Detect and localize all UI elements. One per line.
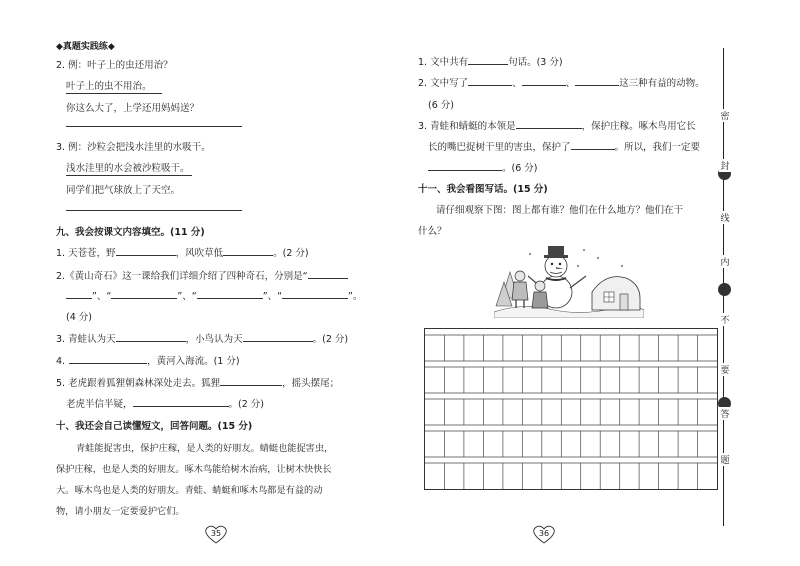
q2-answer-line[interactable]	[66, 126, 242, 127]
practice-header: ◆真题实践练◆	[56, 42, 115, 52]
s9-item2-blank-1b[interactable]	[66, 288, 92, 299]
s9-item2-quote-1: ”、“	[92, 291, 112, 302]
s9-item3-text-c: 。(2 分)	[312, 334, 349, 345]
seal-char-7: 答	[719, 407, 731, 420]
s9-item-5	[56, 375, 339, 389]
s9-item2-score: (4 分)	[66, 312, 92, 323]
s9-item-2	[56, 268, 348, 282]
s9-item2-end: ”。	[348, 291, 363, 302]
seal-char-2: 封	[719, 159, 731, 172]
seal-char-5: 不	[719, 313, 731, 326]
s9-item5-blank-2[interactable]	[133, 396, 229, 407]
s9-item5-text-c: 老虎半信半疑，	[66, 399, 133, 410]
s9-item1-text-b: ，风吹草低	[175, 248, 224, 259]
r-q2-sep-2: 、	[565, 78, 576, 89]
r-q1-text-b: 句话。(3 分)	[508, 57, 563, 68]
r-q2-blank-2[interactable]	[522, 75, 566, 86]
page-number-right	[530, 523, 558, 545]
s9-item2-blank-4[interactable]	[282, 288, 348, 299]
r-q2-sep-1: 、	[512, 78, 522, 89]
s9-item3-blank-2[interactable]	[243, 331, 313, 342]
snowman-scene-illustration	[494, 236, 644, 318]
r-q3	[418, 118, 696, 132]
s11-prompt-line-1: 请仔细观察下图：图上都有谁？他们在什么地方？他们在干	[436, 205, 684, 216]
r-q3-blank-3[interactable]	[428, 160, 502, 171]
s9-item-2-cont	[66, 288, 362, 302]
s9-item3-text-b: ，小鸟认为天	[185, 334, 243, 345]
page-number-right-text: 36	[538, 529, 550, 538]
section-9-title: 九、我会按课文内容填空。(11 分)	[56, 227, 205, 238]
s9-item2-quote-2: ”、“	[177, 291, 197, 302]
s9-item-1	[56, 245, 309, 259]
s9-item4-blank[interactable]	[69, 353, 147, 364]
s9-item1-text-a: 1. 天苍苍，野	[56, 248, 116, 259]
s9-item-3	[56, 331, 348, 345]
s9-item1-blank-2[interactable]	[223, 245, 273, 256]
r-q2	[418, 75, 705, 89]
q2-task: 你这么大了，上学还用妈妈送？	[66, 103, 200, 114]
r-q3-cont	[428, 139, 700, 153]
r-q3-blank-2[interactable]	[571, 139, 615, 150]
s9-item3-blank-1[interactable]	[116, 331, 186, 342]
r-q3-cont-2	[428, 160, 537, 174]
r-q2-text-a: 2. 文中写了	[418, 78, 469, 89]
seal-dot-icon	[718, 283, 731, 296]
r-q1-text-a: 1. 文中共有	[418, 57, 469, 68]
s9-item2-text: 2.《黄山奇石》这一课给我们详细介绍了四种奇石，分别是“	[56, 271, 308, 282]
r-q1	[418, 54, 563, 68]
s9-item5-text-a: 5. 老虎跟着狐狸朝森林深处走去。狐狸	[56, 378, 221, 389]
s9-item2-blank-1[interactable]	[308, 268, 348, 279]
r-q2-blank-1[interactable]	[468, 75, 512, 86]
q3-example-answer: 浅水洼里的水会被沙粒吸干。	[66, 163, 190, 174]
r-q2-blank-3[interactable]	[575, 75, 619, 86]
seal-char-4: 内	[719, 255, 731, 268]
seal-line	[718, 45, 730, 525]
s11-prompt-line-2: 什么？	[418, 226, 447, 237]
r-q3-text-c: 长的嘴巴捉树干里的害虫，保护了	[428, 142, 571, 153]
seal-char-8: 题	[719, 453, 731, 466]
q3-prompt: 3. 例：沙粒会把浅水洼里的水吸干。	[56, 142, 211, 153]
r-q3-text-d: 。所以，我们一定要	[614, 142, 701, 153]
writing-grid-lines	[425, 329, 717, 489]
story-line-3: 大。啄木鸟也是人类的好朋友。青蛙、蜻蜓和啄木鸟都是有益的动	[56, 485, 323, 496]
r-q3-text-e: 。(6 分)	[502, 163, 538, 174]
seal-char-3: 线	[719, 211, 731, 224]
s9-item-5-cont	[66, 396, 264, 410]
q3-task: 同学们把气球放上了天空。	[66, 185, 181, 196]
q2-example-underline	[66, 93, 162, 94]
s9-item2-blank-2[interactable]	[111, 288, 177, 299]
s9-item1-text-c: 。(2 分)	[273, 248, 309, 259]
page-number-left-text: 35	[210, 529, 222, 538]
s9-item2-quote-3: ”、“	[262, 291, 283, 302]
r-q2-score: (6 分)	[428, 100, 454, 111]
r-q3-text-a: 3. 青蛙和蜻蜓的本领是	[418, 121, 516, 132]
s9-item4-text-b: ，黄河入海流。(1 分)	[147, 356, 240, 367]
story-line-1: 青蛙能捉害虫，保护庄稼，是人类的好朋友。蜻蜓也能捉害虫，	[76, 443, 334, 454]
s9-item5-text-b: ，摇头摆尾；	[282, 378, 340, 389]
section-10-title: 十、我还会自己读懂短文，回答问题。(15 分)	[56, 421, 253, 432]
story-line-4: 物，请小朋友一定要爱护它们。	[56, 506, 185, 517]
section-11-title: 十一、我会看图写话。(15 分)	[418, 184, 548, 195]
s9-item4-text-a: 4.	[56, 356, 66, 367]
s9-item2-blank-3[interactable]	[197, 288, 263, 299]
s9-item1-blank-1[interactable]	[116, 245, 176, 256]
seal-char-1: 密	[719, 109, 731, 122]
q3-answer-line[interactable]	[66, 210, 242, 211]
writing-grid[interactable]	[424, 328, 718, 490]
s9-item5-text-d: 。(2 分)	[228, 399, 264, 410]
r-q1-blank[interactable]	[468, 54, 508, 65]
page-number-left	[202, 523, 230, 545]
s9-item3-text-a: 3. 青蛙认为天	[56, 334, 116, 345]
r-q3-text-b: ，保护庄稼。啄木鸟用它长	[581, 121, 696, 132]
seal-char-6: 要	[719, 363, 731, 376]
story-line-2: 保护庄稼，也是人类的好朋友。啄木鸟能给树木治病，让树木快快长	[56, 464, 332, 475]
q2-prompt: 2. 例：叶子上的虫还用治？	[56, 60, 173, 71]
q3-example-underline	[66, 175, 192, 176]
s9-item-4	[56, 353, 240, 367]
s9-item5-blank-1[interactable]	[220, 375, 282, 386]
r-q3-blank-1[interactable]	[516, 118, 582, 129]
q2-example-answer: 叶子上的虫不用治。	[66, 81, 152, 92]
r-q2-text-b: 这三种有益的动物。	[619, 78, 705, 89]
